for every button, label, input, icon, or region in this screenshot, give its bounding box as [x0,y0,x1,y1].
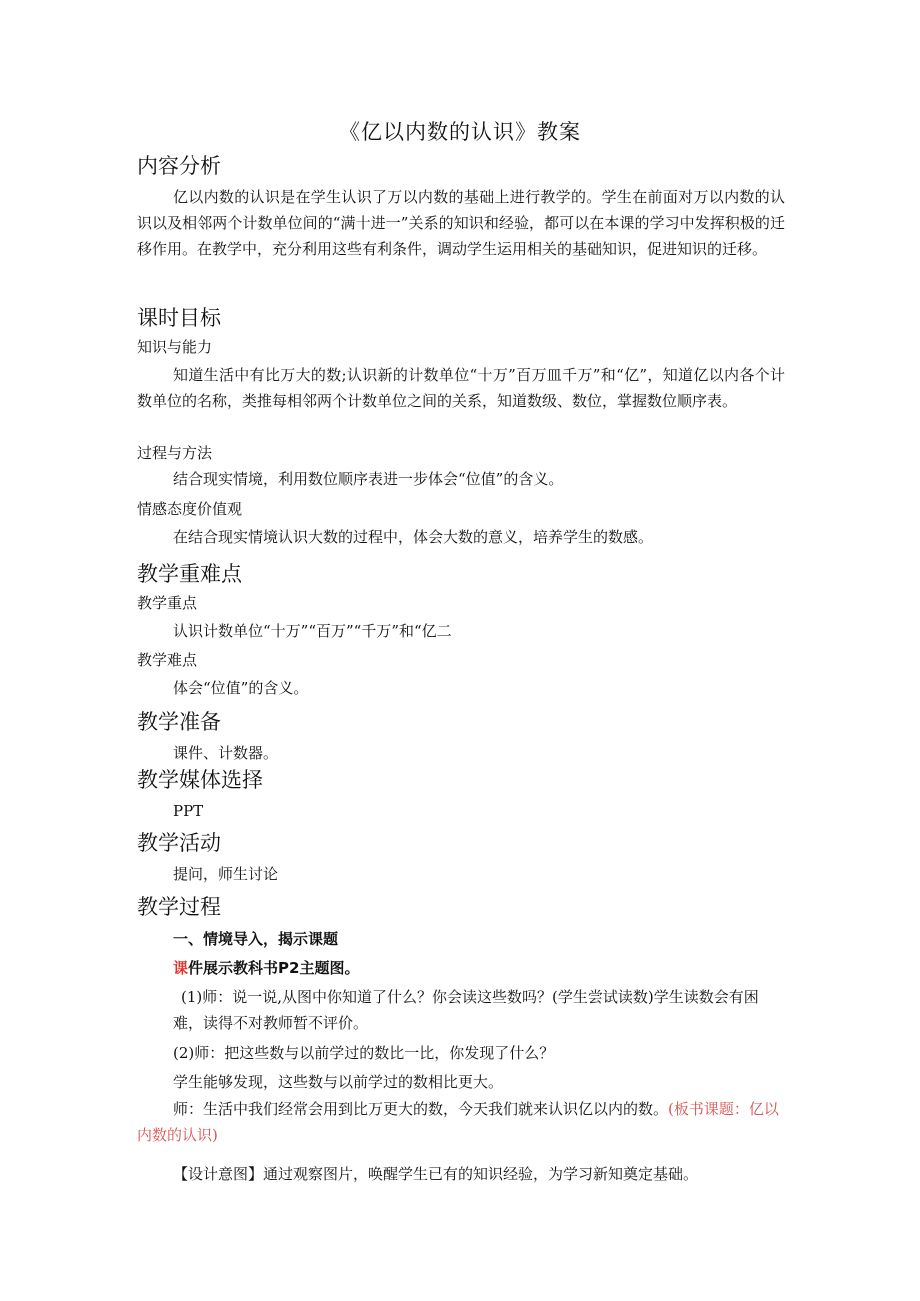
heading-teaching-activity: 教学活动 [137,831,221,855]
heading-media-selection: 教学媒体选择 [137,768,263,792]
heading-preparation: 教学准备 [137,710,221,734]
emotion-values-text: 在结合现实情境认识大数的过程中，体会大数的意义，培养学生的数感。 [173,528,654,546]
courseware-red-char: 课 [173,959,189,977]
subheading-process-method: 过程与方法 [137,444,213,462]
question-two-text: (2)师：把这些数与以前学过的数比一比，你发现了什么？ [173,1044,555,1062]
courseware-line [173,956,359,980]
subheading-emotion-values: 情感态度价值观 [137,500,243,518]
subheading-key-points: 教学重点 [137,594,198,612]
process-method-text: 结合现实情境，利用数位顺序表进一步体会“位值”的含义。 [173,470,564,488]
subheading-knowledge-ability: 知识与能力 [137,338,213,356]
board-note: (板书课题：亿以内数的认识) [137,1100,779,1144]
difficult-points-text: 体会“位值”的含义。 [173,679,309,697]
design-intent-text: 【设计意图】通过观察图片，唤醒学生已有的知识经验，为学习新知奠定基础。 [173,1165,699,1183]
heading-lesson-objectives: 课时目标 [137,306,221,330]
preparation-text: 课件、计数器。 [173,744,279,762]
media-selection-text: PPT [173,802,204,820]
content-analysis-paragraph: 亿以内数的认识是在学生认识了万以内数的基础上进行教学的。学生在前面对万以内数的认识以及相邻两个计数单位间的“满十进一”关系的知识和经验，都可以在本课的学习中发挥积极的迁移作用。在教学中，充分利用这些有利条件，调动学生运用相关的基础知识，促进知识的迁移。 [137,188,785,258]
teacher-intro-paragraph [137,1096,785,1148]
question-one-text: (1)师：说一说,从图中你知道了什么？你会读这些数吗？(学生尝试读数)学生读数会有困难，读得不对教师暂不评价。 [173,988,759,1032]
heading-teaching-process: 教学过程 [137,895,221,919]
subheading-difficult-points: 教学难点 [137,651,198,669]
courseware-text: 件展示教科书P2主题图。 [188,959,360,977]
teaching-activity-text: 提问，师生讨论 [173,865,279,883]
document-title: 《亿以内数的认识》教案 [339,120,581,144]
key-points-text: 认识计数单位“十万”“百万”“千万”和“亿二 [173,622,452,640]
teacher-intro-text: 师：生活中我们经常会用到比万更大的数，今天我们就来认识亿以内的数。 [173,1100,669,1118]
heading-content-analysis: 内容分析 [137,154,221,178]
knowledge-ability-paragraph: 知道生活中有比万大的数;认识新的计数单位“十万”百万皿千万”和“亿”，知道亿以内各个计数单位的名称，类推每相邻两个计数单位之间的关系，知道数级、数位，掌握数位顺序表。 [137,366,785,410]
heading-key-difficult-points: 教学重难点 [137,562,242,586]
answer-two-text: 学生能够发现，这些数与以前学过的数相比更大。 [173,1073,504,1091]
step-one-title: 一、情境导入，揭示课题 [173,930,339,948]
